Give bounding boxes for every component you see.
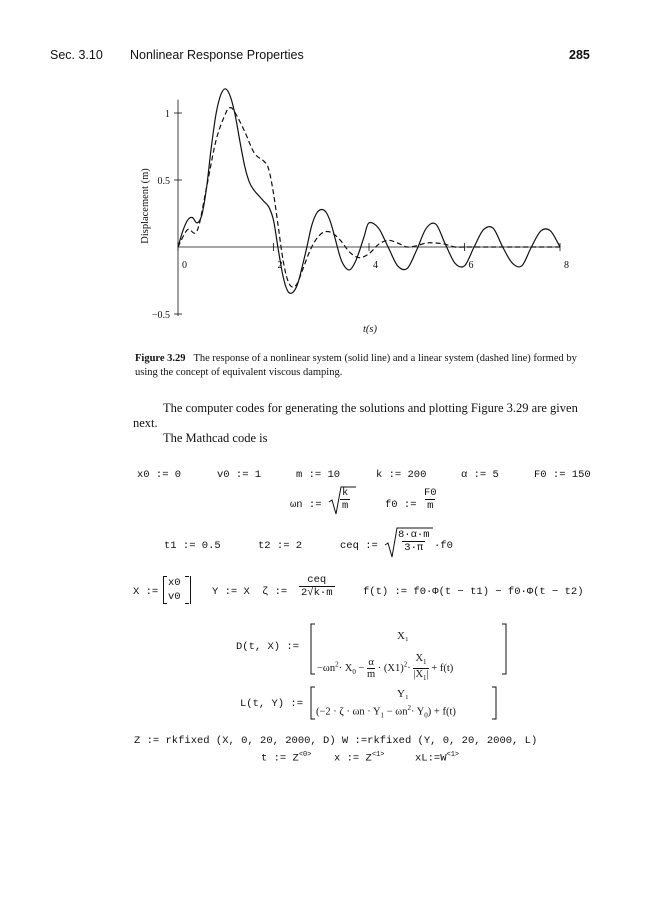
nonlinear-response-line <box>178 89 560 294</box>
code-rkfixed: Z := rkfixed (X, 0, 20, 2000, D) W :=rkfixed (Y, 0, 20, 2000, L) <box>134 735 538 747</box>
code-L-lhs: L(t, Y) := <box>240 698 304 710</box>
L-row1: Y₁ <box>397 688 409 700</box>
x-axis-label: t(s) <box>363 324 377 335</box>
body-paragraph: The computer codes for generating the solutions and plotting Figure 3.29 are given next. <box>133 401 578 430</box>
code-F0: F0 := 150 <box>534 469 591 481</box>
code-ceq-lhs: ceq := <box>340 540 378 552</box>
chart-axes <box>174 100 560 316</box>
code-x-def: x := $Z^{<1>}$ <box>334 751 385 765</box>
code-ceq-tail: ·f0 <box>434 540 453 552</box>
linear-response-line <box>178 108 560 288</box>
code-ceq-frac: $\frac{8\cdot\alpha\cdot m}{3\cdot\pi}$ <box>398 529 430 554</box>
code-wn-lhs: ωn := <box>290 499 322 511</box>
code-k: k := 200 <box>376 469 427 481</box>
code-x0: x0 := 0 <box>137 469 182 481</box>
page-number: 285 <box>569 48 590 62</box>
code-X-lhs: X := <box>133 586 159 598</box>
code-f0-lhs: f0 := <box>385 499 417 511</box>
figure-caption <box>135 352 595 380</box>
code-f0-frac: $\frac{F0}{m}$ <box>424 487 437 512</box>
code-zeta-lhs: ζ := <box>262 586 288 598</box>
code-X-v0: v0 <box>168 591 181 603</box>
D-row2: $-\omega n^2\cdot X_0$ − $\frac{\alpha}{m}$ · $(X1)^2\cdot$ $\frac{X_1}{|X_1|}$ + f(t) <box>317 653 454 683</box>
x-tick-label: 2 <box>277 260 283 271</box>
figure-label: Figure 3.29 <box>135 353 186 364</box>
y-axis-label: Displacement (m) <box>140 168 151 244</box>
figure-caption-text: The response of a nonlinear system (solid line) and a linear system (dashed line) formed by using the concept of equivalent viscous damping. <box>135 353 577 378</box>
section-label: Sec. 3.10 <box>50 48 103 62</box>
x-tick-label: 8 <box>564 260 569 271</box>
code-m: m := 10 <box>296 469 341 481</box>
code-t2: t2 := 2 <box>258 540 303 552</box>
code-X-x0: x0 <box>168 577 181 589</box>
y-tick-label: −0.5 <box>151 310 170 321</box>
code-D-lhs: D(t, X) := <box>236 641 300 653</box>
code-alpha: α := 5 <box>461 469 499 481</box>
code-zeta-frac: ceq 2√k·m <box>301 574 333 599</box>
chart-series <box>178 89 560 294</box>
body-paragraph-2: The Mathcad code is <box>163 431 268 445</box>
response-chart <box>0 0 647 345</box>
code-wn-frac: $\frac{k}{m}$ <box>342 487 349 512</box>
code-f-def: f(t) := f0·Φ(t − t1) − f0·Φ(t − t2) <box>363 586 584 598</box>
code-t-def: t := $Z^{<0>}$ <box>261 751 312 765</box>
chart-labels <box>140 109 569 335</box>
x-tick-label: 0 <box>182 260 187 271</box>
L-row2: $(-2 \cdot \zeta \cdot \omega n \cdot Y_1 - \omega n^2\cdot Y_0) + f(t)$ <box>316 704 456 720</box>
code-t1: t1 := 0.5 <box>164 540 221 552</box>
D-row1: X₁ <box>397 630 409 642</box>
x-tick-label: 4 <box>373 260 378 271</box>
running-title: Nonlinear Response Properties <box>130 48 304 62</box>
code-Y-def: Y := X <box>212 586 250 598</box>
y-tick-label: 0.5 <box>157 176 170 187</box>
code-v0: v0 := 1 <box>217 469 262 481</box>
code-xL-def: $xL:=W^{<1>}$ <box>415 751 460 765</box>
y-tick-label: 1 <box>165 109 170 120</box>
x-tick-label: 6 <box>468 260 474 271</box>
